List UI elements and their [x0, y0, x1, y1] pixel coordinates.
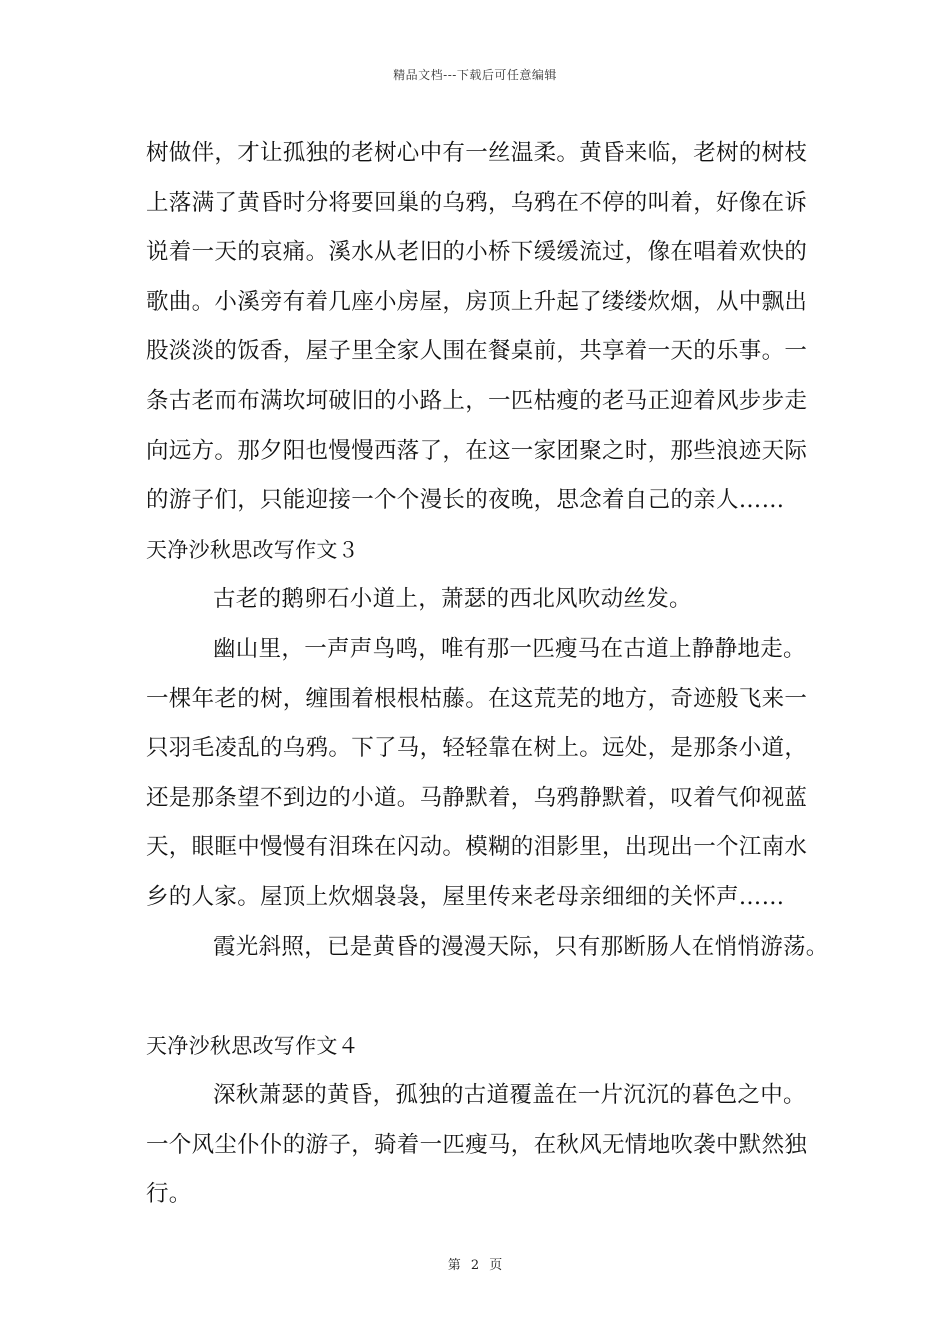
text-line: 行。 [146, 1181, 192, 1208]
text-line: 的游子们，只能迎接一个个漫长的夜晚，思念着自己的亲人…… [146, 487, 785, 514]
text-line: 向远方。那夕阳也慢慢西落了，在这一家团聚之时，那些浪迹天际 [146, 437, 808, 464]
text-line: 条古老而布满坎坷破旧的小路上，一匹枯瘦的老马正迎着风步步走 [146, 387, 808, 414]
text-line: 还是那条望不到边的小道。马静默着，乌鸦静默着，叹着气仰视蓝 [146, 784, 808, 811]
paragraph-first-line: 古老的鹅卵石小道上，萧瑟的西北风吹动丝发。 [213, 586, 692, 613]
text-line: 天，眼眶中慢慢有泪珠在闪动。模糊的泪影里，出现出一个江南水 [146, 834, 808, 861]
text-line: 一棵年老的树，缠围着根根枯藤。在这荒芜的地方，奇迹般飞来一 [146, 685, 808, 712]
paragraph-first-line: 霞光斜照，已是黄昏的漫漫天际，只有那断肠人在悄悄游荡。 [213, 933, 829, 960]
text-line: 只羽毛凌乱的乌鸦。下了马，轻轻靠在树上。远处，是那条小道， [146, 735, 808, 762]
paragraph-first-line: 深秋萧瑟的黄昏，孤独的古道覆盖在一片沉沉的暮色之中。 [213, 1082, 806, 1109]
document-body [146, 133, 829, 1224]
section-heading-3: 天净沙秋思改写作文３ [146, 537, 359, 562]
text-line: 股淡淡的饭香，屋子里全家人围在餐桌前，共享着一天的乐事。一 [146, 338, 808, 365]
page-number: 2 [470, 1258, 480, 1273]
page-header: 精品文档---下载后可任意编辑 [393, 68, 557, 82]
blank-line [146, 976, 826, 1026]
paragraph-first-line: 幽山里，一声声鸟鸣，唯有那一匹瘦马在古道上静静地走。 [213, 635, 806, 662]
section-heading-4: 天净沙秋思改写作文４ [146, 1033, 359, 1058]
text-line: 歌曲。小溪旁有着几座小房屋，房顶上升起了缕缕炊烟，从中飘出 [146, 288, 808, 315]
page-suffix: 页 [489, 1258, 503, 1273]
text-line: 说着一天的哀痛。溪水从老旧的小桥下缓缓流过，像在唱着欢快的 [146, 239, 808, 266]
page-prefix: 第 [447, 1258, 461, 1273]
text-line: 乡的人家。屋顶上炊烟袅袅，屋里传来老母亲细细的关怀声…… [146, 883, 785, 910]
page-footer [0, 1254, 950, 1273]
text-line: 上落满了黄昏时分将要回巢的乌鸦，乌鸦在不停的叫着，好像在诉 [146, 189, 808, 216]
text-line: 一个风尘仆仆的游子，骑着一匹瘦马，在秋风无情地吹袭中默然独 [146, 1131, 808, 1158]
text-line: 树做伴，才让孤独的老树心中有一丝温柔。黄昏来临，老树的树枝 [146, 140, 808, 166]
